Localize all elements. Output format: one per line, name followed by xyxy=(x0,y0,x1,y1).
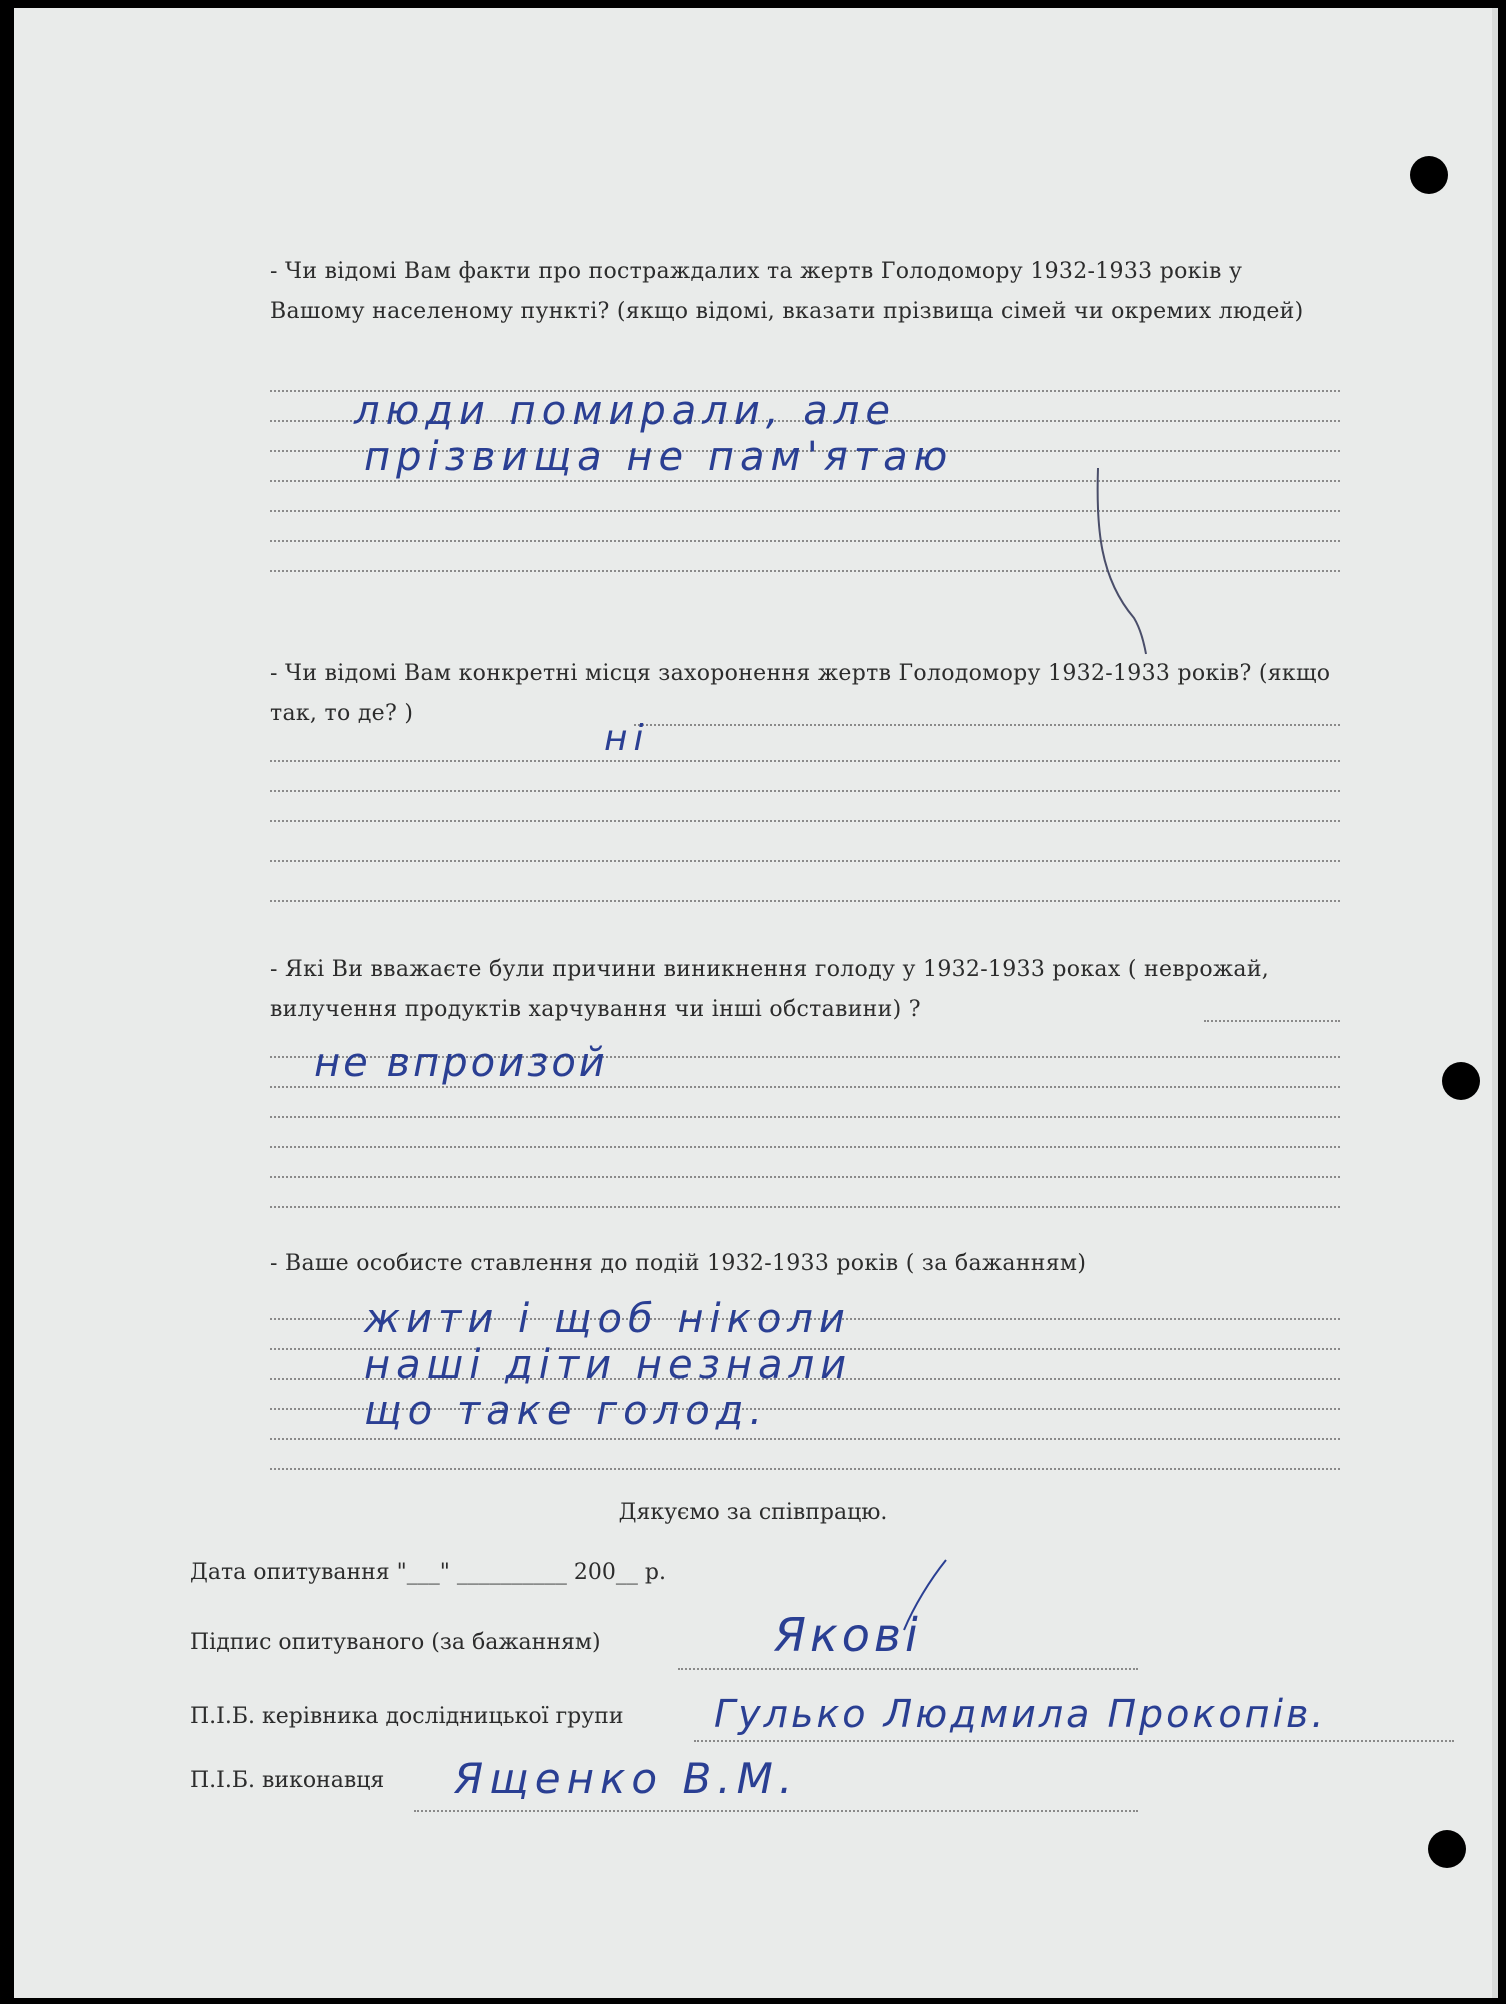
closing-thanks: Дякуємо за співпрацю. xyxy=(618,1500,888,1525)
answer-line xyxy=(270,1438,1340,1440)
date-label: Дата опитування "___" __________ 200__ р. xyxy=(190,1560,666,1585)
answer-line xyxy=(270,790,1340,792)
answer-line xyxy=(270,900,1340,902)
punch-hole xyxy=(1442,1062,1480,1100)
signature-label: Підпис опитуваного (за бажанням) xyxy=(190,1630,601,1655)
punch-hole xyxy=(1410,156,1448,194)
handwritten-answer-3: не впроизой xyxy=(314,1040,608,1086)
answer-line xyxy=(270,510,1340,512)
answer-line xyxy=(270,820,1340,822)
leader-label: П.І.Б. керівника дослідницької групи xyxy=(190,1704,624,1729)
executor-line xyxy=(414,1810,1138,1812)
leader-name: Гулько Людмила Прокопів. xyxy=(714,1692,1327,1736)
answer-line xyxy=(270,760,1340,762)
answer-line xyxy=(270,540,1340,542)
punch-hole xyxy=(1428,1830,1466,1868)
answer-line xyxy=(270,1206,1340,1208)
answer-line xyxy=(634,724,1340,726)
leader-line xyxy=(694,1740,1454,1742)
signature-line xyxy=(678,1668,1138,1670)
pen-stroke xyxy=(1094,468,1154,658)
executor-label: П.І.Б. виконавця xyxy=(190,1768,385,1793)
handwritten-answer-4-line-3: що таке голод. xyxy=(364,1388,769,1434)
question-1-text: - Чи відомі Вам факти про постраждалих та жертв Голодомору 1932-1933 років у Вашому населеному пункті? (якщо відомі, вказати прізвища сімей чи окремих людей) xyxy=(270,259,1304,324)
question-4-text: - Ваше особисте ставлення до подій 1932-1933 років ( за бажанням) xyxy=(270,1251,1087,1276)
answer-line xyxy=(270,480,1340,482)
handwritten-answer-1-line-2: прізвища не пам'ятаю xyxy=(364,434,954,480)
executor-name: Ященко В.М. xyxy=(454,1754,799,1803)
handwritten-answer-1-line-1: люди помирали, але xyxy=(354,388,896,434)
question-3-text: - Які Ви вважаєте були причини виникнення голоду у 1932-1933 роках ( неврожай, вилучення продуктів харчування чи інші обставини) ? xyxy=(270,957,1270,1022)
answer-line xyxy=(270,860,1340,862)
signature: Якові xyxy=(774,1608,922,1662)
answer-line xyxy=(270,570,1340,572)
answer-line xyxy=(1204,1020,1340,1022)
answer-line xyxy=(270,1468,1340,1470)
question-2-text: - Чи відомі Вам конкретні місця захоронення жертв Голодомору 1932-1933 років? (якщо так, то де? ) xyxy=(270,661,1331,726)
document-page xyxy=(14,8,1498,1998)
handwritten-answer-4-line-1: жити і щоб ніколи xyxy=(364,1296,851,1342)
answer-line xyxy=(270,1086,1340,1088)
handwritten-answer-4-line-2: наші діти незнали xyxy=(364,1342,853,1388)
answer-line xyxy=(270,1176,1340,1178)
answer-line xyxy=(270,1116,1340,1118)
answer-line xyxy=(270,1146,1340,1148)
handwritten-answer-2: ні xyxy=(604,718,650,759)
